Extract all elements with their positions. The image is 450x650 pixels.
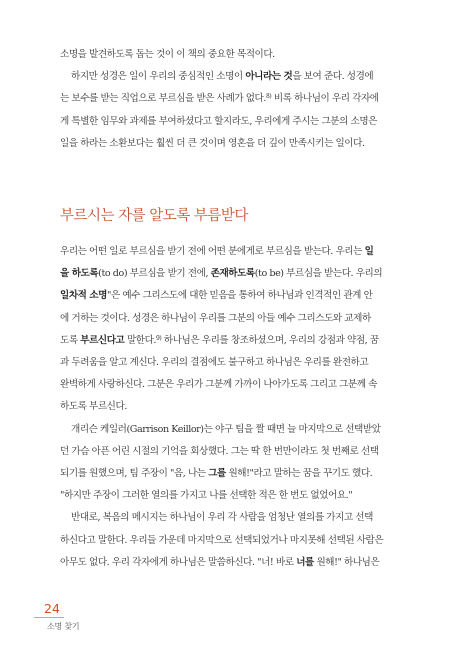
page-number: 24	[44, 601, 60, 616]
text-segment: 원해!" 하나님은	[316, 556, 380, 568]
bold-text: 일차적 소명	[60, 290, 107, 302]
running-title: 소명 찾기	[47, 622, 80, 631]
footer-rule	[34, 617, 64, 618]
text-segment: 도록	[60, 334, 78, 346]
text-line	[60, 241, 400, 263]
text-line	[60, 308, 400, 330]
text-segment: (to be) 부르심을 받는다. 우리의	[254, 268, 383, 280]
bold-text: 아니라는 것	[245, 71, 293, 83]
text-line	[60, 530, 400, 552]
bold-text: 그를	[208, 468, 226, 480]
text-line	[60, 88, 400, 110]
text-segment: 말한다.	[126, 334, 157, 346]
text-segment: 에 거하는 것이다. 성경은 하나님이 우리를 그분의 아들 예수 그리스도와 교제하	[60, 312, 371, 324]
text-segment: 하지만 성경은 일이 우리의 중심적인 소명이 아니라는 것을 보여 준다. 성경에	[71, 71, 374, 83]
intro-paragraphs	[60, 44, 400, 155]
text-segment: "하지만 주장이 그러한 열의를 가지고 나를 선택한 적은 한 번도 없었어요."	[60, 490, 353, 502]
text-line	[60, 419, 400, 441]
text-segment: 일을 하라는 소환보다는 훨씬 더 큰 것이며 영혼을 더 깊이 만족시키는 일이다.	[60, 137, 365, 149]
text-line	[60, 396, 400, 418]
text-line	[60, 441, 400, 463]
bold-text: 존재하도록	[210, 268, 255, 280]
text-segment: 원해!"라고 말하는 꿈을 꾸기도 했다.	[228, 468, 373, 480]
text-segment: 하신다고 말한다. 우리들 가운데 마지막으로 선택되었거나 마지못해 선택된 사람은	[60, 534, 384, 546]
page-footer	[34, 601, 154, 631]
text-line	[60, 133, 400, 155]
text-line	[60, 485, 400, 507]
text-line	[60, 374, 400, 396]
text-line	[60, 463, 400, 485]
text-line	[60, 285, 400, 307]
text-line	[60, 352, 400, 374]
footnote-marker: 8)	[265, 93, 272, 101]
text-segment: 하나님은 우리를 창조하셨으며, 우리의 강점과 약점, 꿈	[163, 334, 379, 346]
body-paragraphs	[60, 241, 400, 574]
text-segment: 반대로, 복음의 메시지는 하나님이 우리 각 사람을 엄청난 열의를 가지고 선택	[71, 512, 373, 524]
bold-text: 을 하도록	[60, 268, 99, 280]
text-segment: 개리슨 케일러(Garrison Keillor)는 야구 팀을 짤 때면 늘 마지막으로 선택받았	[71, 423, 381, 435]
text-segment: 완벽하게 사랑하신다. 그분은 우리가 그분께 가까이 나아가도록 그리고 그분께 속	[60, 379, 377, 391]
text-segment: "은 예수 그리스도에 대한 믿음을 통하여 하나님과 인격적인 관계 안	[106, 290, 373, 302]
bold-text: 일	[364, 246, 374, 257]
text-line	[60, 66, 400, 88]
footnote-marker: 9)	[156, 334, 162, 342]
text-line	[60, 552, 400, 574]
text-line: 소명을 발견하도록 돕는 것이 이 책의 중요한 목적이다.	[60, 49, 275, 60]
section-heading: 부르시는 자를 알도록 부름받다	[60, 208, 248, 224]
text-segment: 되기를 원했으며, 팀 주장이 "음, 나는	[60, 468, 206, 480]
text-segment: 우리는 어떤 일로 부르심을 받기 전에 어떤 분에게로 부르심을 받는다. 우리는	[60, 246, 362, 257]
bold-text: 너를	[296, 556, 314, 568]
text-segment: 아무도 없다. 우리 각자에게 하나님은 말씀하신다. "너! 바로	[60, 556, 294, 568]
text-segment: 하도록 부르신다.	[60, 401, 127, 413]
text-segment: 던 가슴 아픈 어린 시절의 기억을 회상했다. 그는 딱 한 번만이라도 첫 번째로 선택	[60, 445, 379, 457]
text-line	[60, 263, 400, 285]
text-segment: 는 보수를 받는 직업으로 부르심을 받은 사례가 없다.$^{8)}$ 비록 하나님이 우리 각자에	[60, 93, 379, 105]
text-segment: 게 특별한 임무와 과제를 부여하셨다고 할지라도, 우리에게 주시는 그분의 소명은	[60, 115, 377, 127]
text-line	[60, 111, 400, 133]
text-segment: 과 두려움을 알고 계신다. 우리의 결점에도 불구하고 하나님은 우리를 완전하고	[60, 357, 369, 369]
text-segment: (to do) 부르심을 받기 전에,	[98, 268, 209, 280]
text-line	[60, 507, 400, 529]
bold-text: 부르신다고	[80, 334, 125, 346]
text-line	[60, 330, 400, 352]
